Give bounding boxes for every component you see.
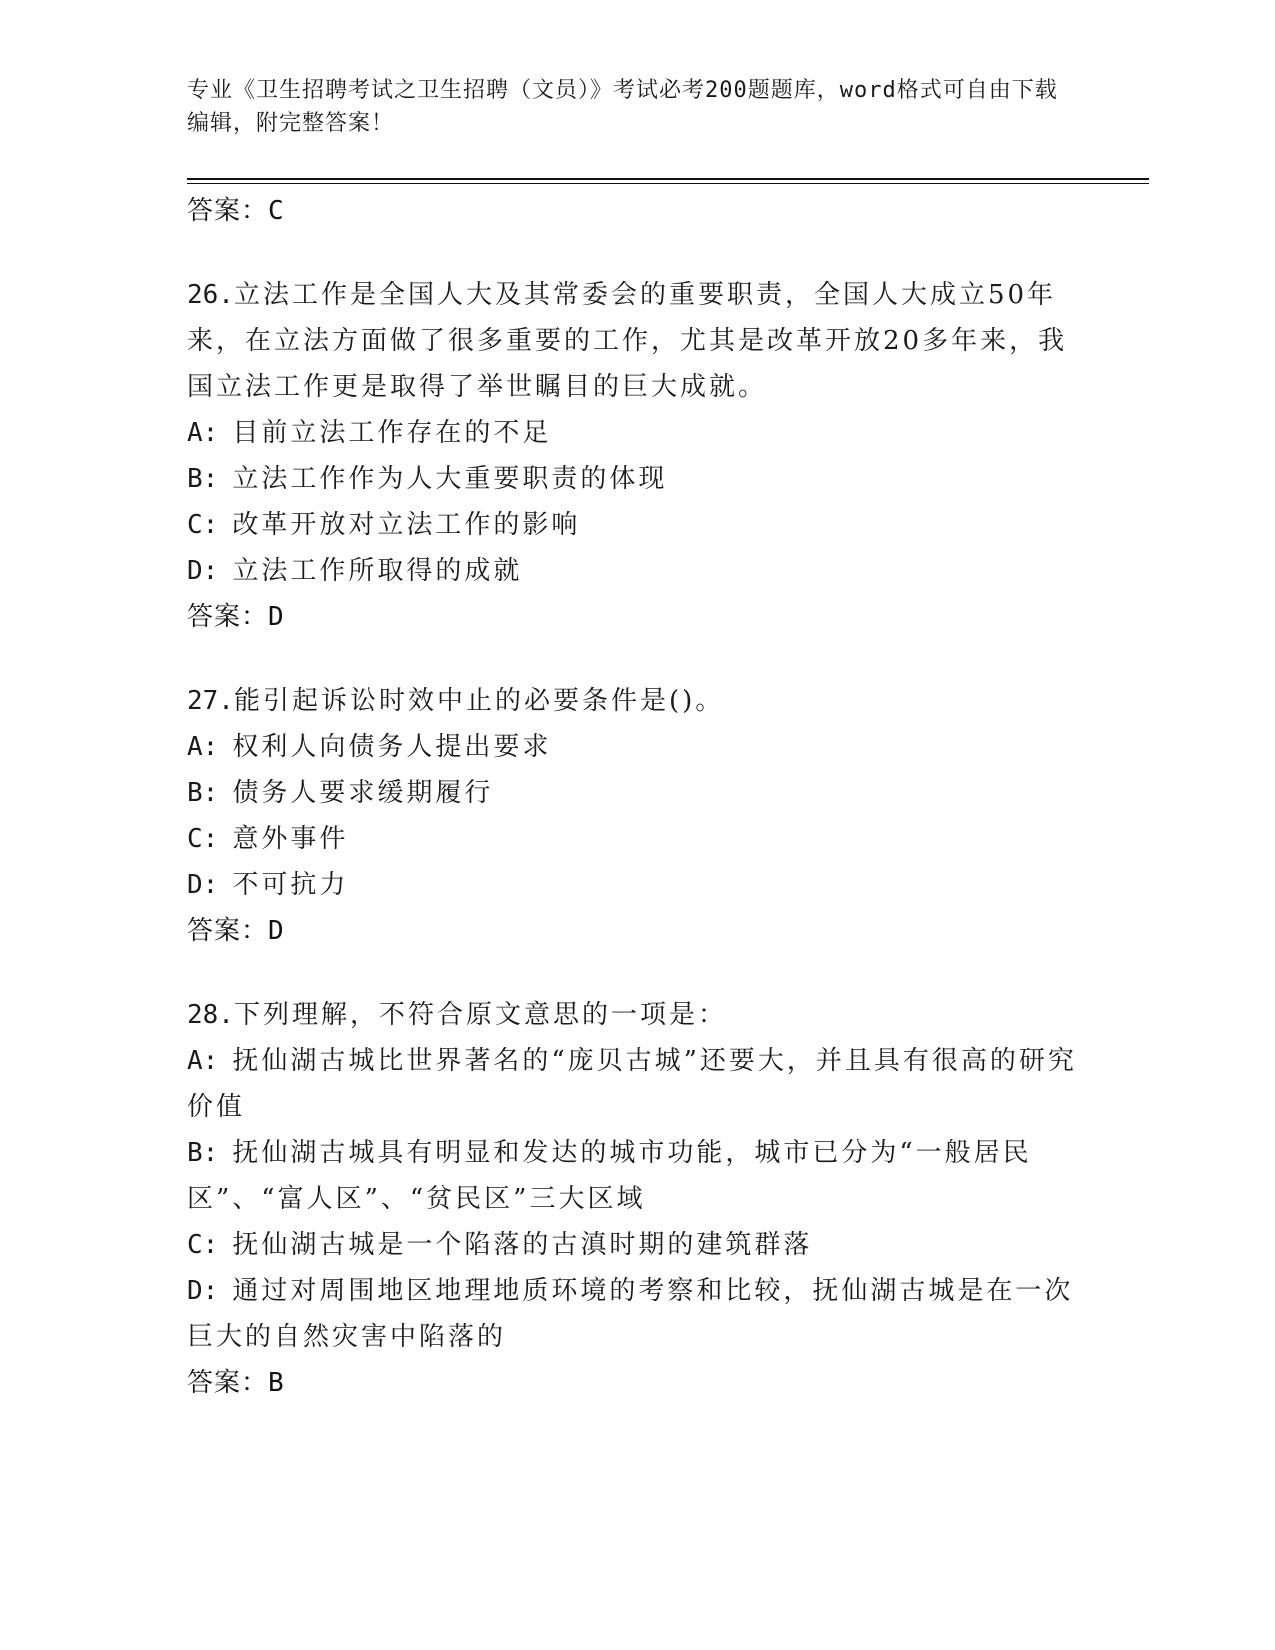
option-text: 立法工作所取得的成就 [232,556,523,586]
answer-label: 答案： [187,916,269,946]
question-item [187,992,1087,1406]
question-number: 28. [187,1000,234,1030]
option-a [187,410,1087,456]
question-item [187,272,1087,640]
option-c [187,816,1087,862]
option-a [187,1038,1087,1130]
option-c [187,1222,1087,1268]
question-text: 能引起诉讼时效中止的必要条件是()。 [233,686,725,716]
option-label: A: [187,1046,219,1076]
option-text: 权利人向债务人提出要求 [232,732,552,762]
option-label: C: [187,824,219,854]
option-label: A: [187,732,219,762]
option-d [187,862,1087,908]
option-label: D: [187,1276,219,1306]
option-d [187,1268,1087,1360]
option-b [187,770,1087,816]
option-text: 目前立法工作存在的不足 [232,418,552,448]
option-a [187,724,1087,770]
option-text: 债务人要求缓期履行 [232,778,494,808]
option-text: 抚仙湖古城是一个陷落的古滇时期的建筑群落 [232,1230,813,1260]
option-label: C: [187,510,219,540]
option-text: 抚仙湖古城具有明显和发达的城市功能，城市已分为“一般居民区”、“富人区”、“贫民区”三大区域 [187,1138,1032,1214]
question-number: 26. [187,280,234,310]
question-number: 27. [187,686,234,716]
answer-line [187,908,1087,954]
answer-key: D [268,602,285,632]
option-label: A: [187,418,219,448]
option-text: 抚仙湖古城比世界著名的“庞贝古城”还要大，并且具有很高的研究价值 [187,1046,1077,1122]
answer-label: 答案： [187,602,269,632]
option-text: 通过对周围地区地理地质环境的考察和比较，抚仙湖古城是在一次巨大的自然灾害中陷落的 [187,1276,1074,1352]
answer-line [187,188,1087,234]
page-header: 专业《卫生招聘考试之卫生招聘（文员）》考试必考200题题库，word格式可自由下载编辑，附完整答案！ [187,78,1058,136]
option-label: B: [187,1138,219,1168]
option-label: D: [187,556,219,586]
option-d [187,548,1087,594]
option-c [187,502,1087,548]
option-b [187,456,1087,502]
question-text: 立法工作是全国人大及其常委会的重要职责，全国人大成立50年来，在立法方面做了很多重要的工作，尤其是改革开放20多年来，我国立法工作更是取得了举世瞩目的巨大成就。 [187,280,1068,402]
header-divider-thin [187,183,1149,184]
header-divider-thick [187,178,1149,180]
answer-key: B [268,1368,285,1398]
answer-key: C [268,196,285,226]
option-label: B: [187,464,219,494]
answer-line [187,1360,1087,1406]
answer-key: D [268,916,285,946]
option-text: 立法工作作为人大重要职责的体现 [232,464,668,494]
question-list [187,188,1087,1406]
option-b [187,1130,1087,1222]
question-stem [187,992,1087,1038]
answer-label: 答案： [187,1368,269,1398]
question-stem [187,678,1087,724]
option-text: 改革开放对立法工作的影响 [232,510,581,540]
option-label: C: [187,1230,219,1260]
answer-line [187,594,1087,640]
option-text: 意外事件 [232,824,349,854]
question-item [187,678,1087,954]
option-label: D: [187,870,219,900]
option-label: B: [187,778,219,808]
answer-label: 答案： [187,196,269,226]
question-text: 下列理解，不符合原文意思的一项是： [233,1000,727,1030]
option-text: 不可抗力 [232,870,349,900]
question-stem [187,272,1087,410]
